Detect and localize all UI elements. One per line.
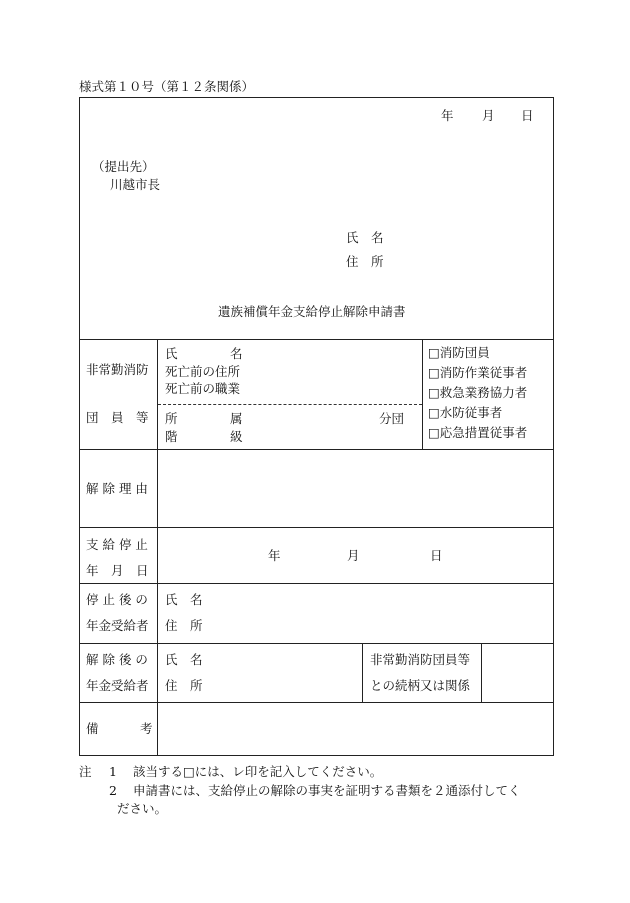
suspension-date-day[interactable]: 日 [430, 548, 443, 563]
after-stop-name-label: 氏 名 [165, 592, 203, 607]
note-1-number: 1 [109, 764, 117, 779]
suspension-date-month[interactable]: 月 [347, 548, 360, 563]
after-release-label-line2: 年金受給者 [86, 678, 149, 693]
row-divider [79, 702, 553, 703]
applicant-name-label: 氏 名 [346, 230, 384, 245]
note-2-text: 申請書には、支給停止の解除の事実を証明する書類を２通添付してく [133, 783, 521, 798]
job-before-death-label: 死亡前の職業 [165, 381, 241, 396]
form-number: 様式第１０号（第１２条関係） [79, 79, 255, 94]
category-checkbox-fire-corps[interactable]: □消防団員 [428, 345, 490, 360]
member-header-line2: 団 員 等 [86, 410, 149, 425]
affiliation-label-b: 属 [230, 411, 243, 426]
after-release-name-label: 氏 名 [165, 652, 203, 667]
category-checkbox-flood[interactable]: □水防従事者 [428, 405, 503, 420]
division-label: 分団 [379, 411, 405, 426]
member-name-label-b: 名 [230, 346, 243, 361]
release-reason-label: 解 除 理 由 [86, 481, 148, 496]
note-2-number: 2 [109, 783, 117, 798]
address-before-death-label: 死亡前の住所 [165, 364, 241, 379]
after-stop-address-label: 住 所 [165, 618, 203, 633]
row-divider [79, 339, 553, 340]
row-divider [79, 527, 553, 528]
row-divider [79, 449, 553, 450]
relation-label-line1: 非常勤消防団員等 [370, 652, 471, 667]
category-checkbox-ambulance[interactable]: □救急業務協力者 [428, 385, 528, 400]
note-1-text: 該当する□には、レ印を記入してください。 [133, 764, 383, 779]
after-stop-label-line1: 停 止 後 の [86, 592, 148, 607]
row-divider [79, 583, 553, 584]
member-header-line1: 非常勤消防 [86, 362, 149, 377]
suspension-date-label-line1: 支 給 停 止 [86, 537, 148, 552]
after-release-address-label: 住 所 [165, 678, 203, 693]
label-column-divider [157, 339, 158, 755]
date-day[interactable]: 日 [521, 108, 534, 123]
affiliation-label-a: 所 [165, 411, 178, 426]
after-stop-label-line2: 年金受給者 [86, 618, 149, 633]
recipient-label: （提出先） [92, 159, 155, 174]
rank-label-a: 階 [165, 429, 178, 444]
relation-column-right [481, 643, 482, 702]
form-title: 遺族補償年金支給停止解除申請書 [218, 304, 406, 319]
rank-label-b: 級 [230, 429, 243, 444]
suspension-date-label-line2: 年 月 日 [86, 563, 149, 578]
relation-label-line2: との続柄又は関係 [370, 678, 471, 693]
remarks-label-b: 考 [140, 721, 153, 736]
category-column-divider [422, 339, 423, 449]
member-dashed-divider [158, 404, 422, 405]
date-month[interactable]: 月 [482, 108, 495, 123]
category-checkbox-fire-work[interactable]: □消防作業従事者 [428, 365, 528, 380]
category-checkbox-emergency[interactable]: □応急措置従事者 [428, 425, 528, 440]
member-name-label-a: 氏 [165, 346, 178, 361]
after-release-label-line1: 解 除 後 の [86, 652, 148, 667]
notes-prefix: 注 [79, 764, 92, 779]
suspension-date-year[interactable]: 年 [268, 548, 281, 563]
remarks-label-a: 備 [86, 721, 99, 736]
note-2-text-continued: ださい。 [117, 801, 168, 816]
recipient-name: 川越市長 [110, 177, 161, 192]
relation-column-left [362, 643, 363, 702]
applicant-address-label: 住 所 [346, 254, 384, 269]
date-year[interactable]: 年 [441, 108, 454, 123]
